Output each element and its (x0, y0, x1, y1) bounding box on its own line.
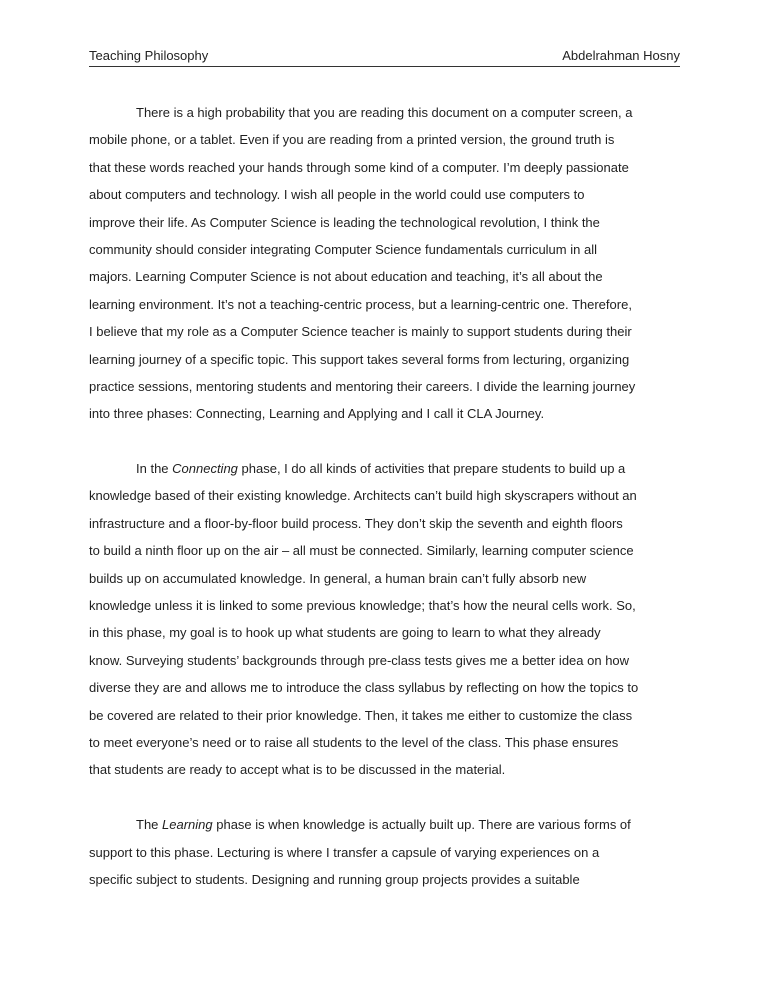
paragraph-connecting (89, 455, 680, 784)
lead-text: The (136, 817, 163, 833)
text-line: I believe that my role as a Computer Science teacher is mainly to support students during their (89, 324, 632, 340)
phase-name: Learning (162, 817, 213, 833)
header-author: Abdelrahman Hosny (562, 48, 680, 63)
lead-text: phase is when knowledge is actually built up. There are various forms of (212, 817, 631, 833)
text-line (89, 811, 680, 838)
text-line: into three phases: Connecting, Learning and Applying and I call it CLA Journey. (89, 406, 545, 422)
text-line: about computers and technology. I wish all people in the world could use computers to (89, 187, 585, 203)
text-line: knowledge unless it is linked to some previous knowledge; that’s how the neural cells work. So, (89, 598, 636, 614)
lead-text: phase, I do all kinds of activities that prepare students to build up a (237, 461, 626, 477)
text-line: knowledge based of their existing knowledge. Architects can’t build high skyscrapers without an (89, 488, 637, 504)
lead-text: In the (136, 461, 173, 477)
paragraph-learning (89, 811, 680, 893)
text-line: improve their life. As Computer Science is leading the technological revolution, I think the (89, 214, 600, 230)
text-line: There is a high probability that you are reading this document on a computer screen, a (136, 105, 633, 120)
text-line: be covered are related to their prior knowledge. Then, it takes me either to customize the class (89, 707, 633, 723)
text-line: specific subject to students. Designing and running group projects provides a suitable (89, 871, 580, 887)
paragraph-intro (89, 99, 680, 428)
text-line: community should consider integrating Computer Science fundamentals curriculum in all (89, 241, 597, 257)
text-line: to meet everyone’s need or to raise all students to the level of the class. This phase ensures (89, 734, 619, 750)
phase-name: Connecting (172, 461, 238, 477)
text-line: mobile phone, or a tablet. Even if you are reading from a printed version, the ground truth is (89, 132, 615, 148)
text-line: support to this phase. Lecturing is where I transfer a capsule of varying experiences on a (89, 844, 600, 860)
text-line: that students are ready to accept what is to be discussed in the material. (89, 762, 506, 778)
text-line: that these words reached your hands through some kind of a computer. I’m deeply passionate (89, 159, 629, 175)
text-line: majors. Learning Computer Science is not about education and teaching, it’s all about the (89, 269, 603, 285)
text-line (89, 455, 680, 482)
text-line: learning journey of a specific topic. This support takes several forms from lecturing, organizing (89, 351, 630, 367)
text-line: learning environment. It’s not a teaching-centric process, but a learning-centric one. Therefore, (89, 296, 632, 312)
text-line: builds up on accumulated knowledge. In general, a human brain can’t fully absorb new (89, 570, 587, 586)
document-body (89, 99, 680, 921)
header-title: Teaching Philosophy (89, 48, 209, 63)
text-line: know. Surveying students’ backgrounds through pre-class tests gives me a better idea on how (89, 652, 630, 668)
text-line: practice sessions, mentoring students and mentoring their careers. I divide the learning journey (89, 378, 636, 394)
text-line: diverse they are and allows me to introduce the class syllabus by reflecting on how the topics to (89, 680, 639, 696)
text-line: infrastructure and a floor-by-floor build process. They don’t skip the seventh and eighth floors (89, 515, 623, 531)
text-line: in this phase, my goal is to hook up what students are going to learn to what they already (89, 625, 601, 641)
text-line: to build a ninth floor up on the air – all must be connected. Similarly, learning computer science (89, 543, 634, 559)
page-header (89, 46, 680, 67)
